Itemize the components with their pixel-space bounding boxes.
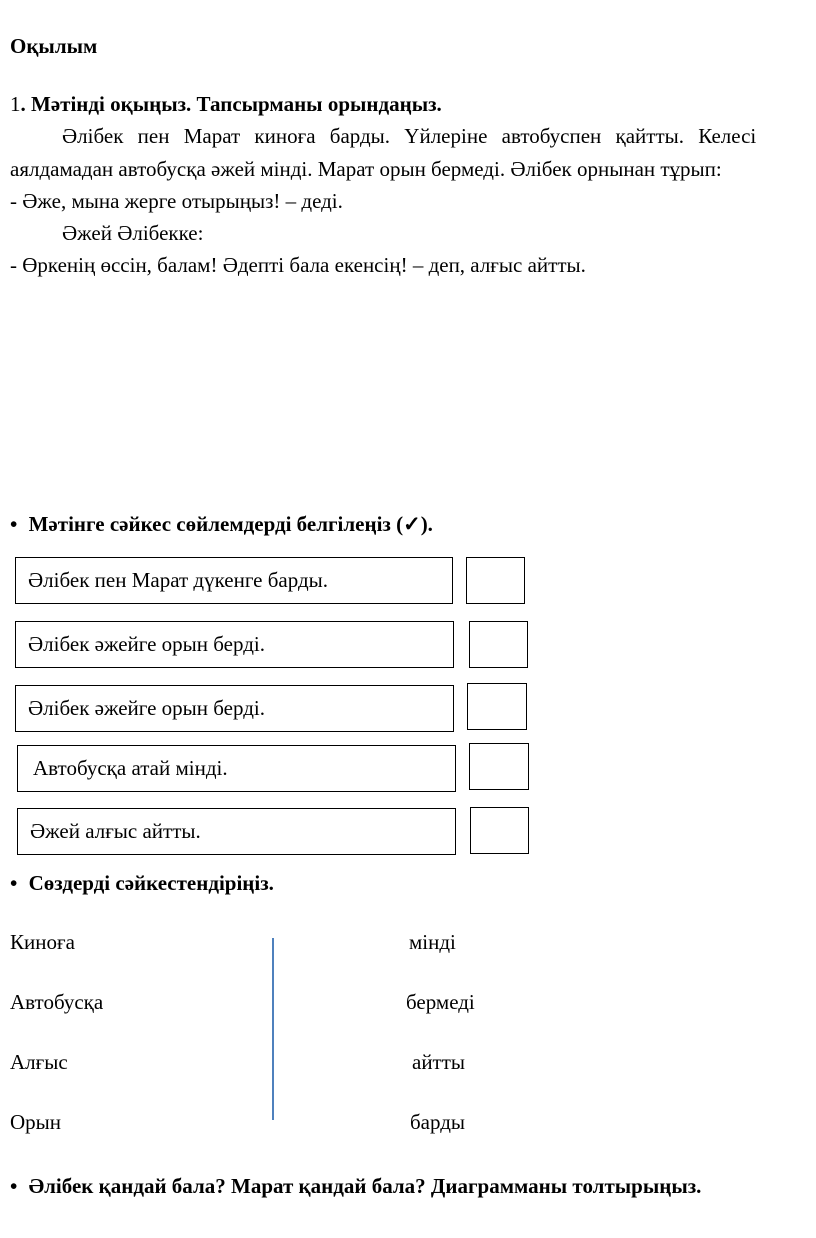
match-right-2: бермеді (406, 990, 475, 1014)
statement-3-checkbox[interactable] (467, 683, 527, 730)
task4-title-text: Әлібек қандай бала? Марат қандай бала? Диаграмманы толтырыңыз. (28, 1174, 702, 1198)
statement-1: Әлібек пен Марат дүкенге барды. (15, 557, 453, 604)
match-right-1: мінді (409, 930, 456, 954)
match-right-3: айтты (412, 1050, 466, 1074)
match-left-1: Киноға (10, 930, 75, 954)
task4-title (10, 1174, 701, 1199)
task2-bullet: • (10, 512, 18, 536)
task3-title-text: Сөздерді сәйкестендіріңіз. (28, 871, 274, 895)
statement-2-checkbox[interactable] (469, 621, 528, 668)
task3-title (10, 871, 274, 896)
statement-3: Әлібек әжейге орын берді. (15, 685, 454, 732)
match-divider (272, 938, 274, 1120)
task3-bullet: • (10, 871, 18, 895)
task1-number: 1 (10, 92, 21, 116)
text-line-3: - Әже, мына жерге отырыңыз! – деді. (10, 189, 343, 213)
text-line-1: Әлібек пен Марат киноға барды. Үйлеріне автобуспен қайтты. Келесі (62, 124, 757, 148)
task2-title-text: Мәтінге сәйкес сөйлемдерді белгілеңіз (✓). (28, 512, 433, 536)
text-line-2: аялдамадан автобусқа әжей мінді. Марат орын бермеді. Әлібек орнынан тұрып: (10, 157, 722, 181)
statement-4: Автобусқа атай мінді. (17, 745, 456, 792)
statement-2: Әлібек әжейге орын берді. (15, 621, 454, 668)
task4-bullet: • (10, 1174, 18, 1198)
task1-title-text: . Мәтінді оқыңыз. Тапсырманы орындаңыз. (20, 92, 442, 116)
text-line-4: Әжей Әлібекке: (62, 221, 204, 245)
match-left-4: Орын (10, 1110, 62, 1134)
text-line-5: - Өркенің өссін, балам! Әдепті бала екенсің! – деп, алғыс айтты. (10, 253, 586, 277)
statement-5-checkbox[interactable] (470, 807, 529, 854)
task2-title (10, 512, 433, 537)
match-left-3: Алғыс (10, 1050, 68, 1074)
match-right-4: барды (410, 1110, 466, 1134)
section-heading: Оқылым (10, 34, 98, 58)
match-left-2: Автобусқа (10, 990, 104, 1014)
task1-title (10, 92, 442, 117)
statement-5: Әжей алғыс айтты. (17, 808, 456, 855)
statement-1-checkbox[interactable] (466, 557, 525, 604)
statement-4-checkbox[interactable] (469, 743, 529, 790)
